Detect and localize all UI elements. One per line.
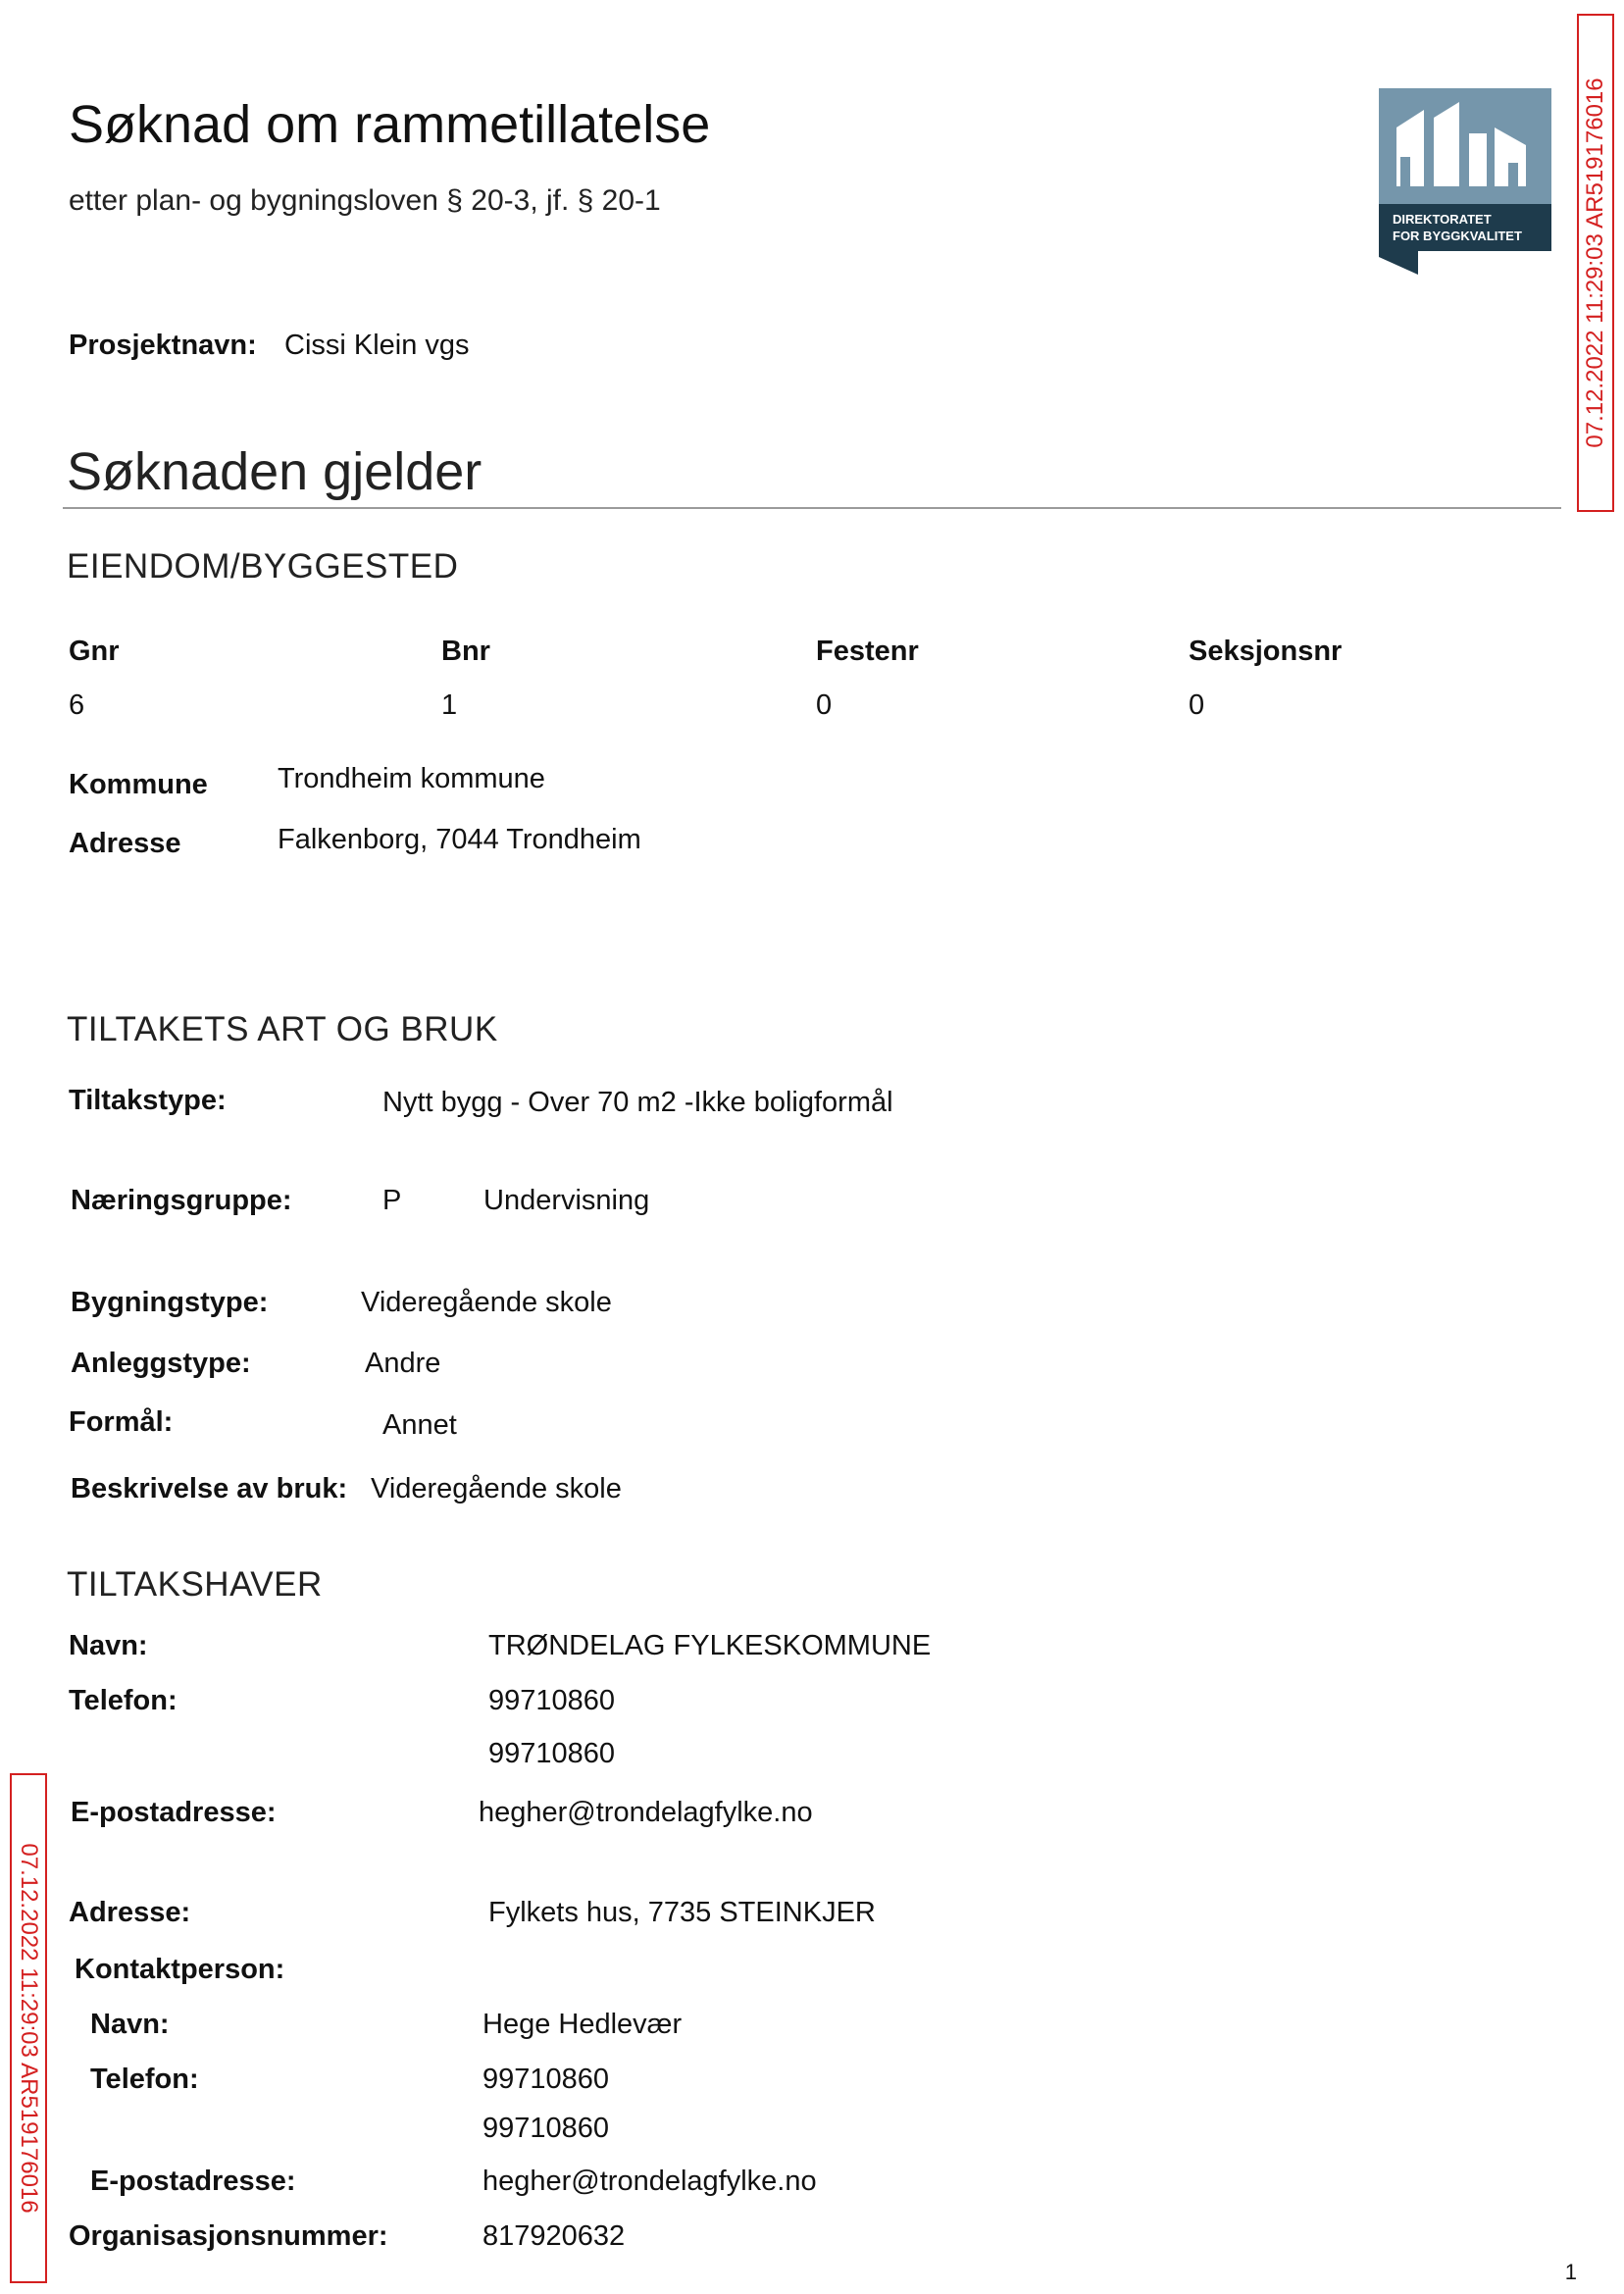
tiltakshaver-telefon-label: Telefon: [69, 1685, 178, 1716]
naering-value: Undervisning [483, 1185, 650, 1216]
kontakt-epost-value: hegher@trondelagfylke.no [482, 2166, 817, 2197]
section-tiltak: TILTAKETS ART OG BRUK [67, 1010, 498, 1048]
anleggstype-label: Anleggstype: [71, 1348, 251, 1379]
seksjonsnr-label: Seksjonsnr [1189, 636, 1343, 667]
logo-line1: DIREKTORATET [1393, 212, 1492, 227]
adresse-value: Falkenborg, 7044 Trondheim [278, 824, 641, 855]
page-title: Søknad om rammetillatelse [69, 95, 711, 154]
bnr-label: Bnr [441, 636, 490, 667]
receipt-stamp-top-text: 07.12.2022 11:29:03 AR519176016 [1582, 77, 1608, 448]
formal-label: Formål: [69, 1406, 174, 1438]
seksjonsnr-value: 0 [1189, 689, 1205, 721]
dibk-logo [1379, 88, 1551, 275]
tiltakshaver-telefon-2: 99710860 [488, 1738, 616, 1769]
beskrivelse-label: Beskrivelse av bruk: [71, 1473, 348, 1504]
anleggstype-value: Andre [365, 1348, 441, 1379]
festenr-value: 0 [816, 689, 833, 721]
tiltakstype-label: Tiltakstype: [69, 1085, 227, 1116]
project-name-value: Cissi Klein vgs [284, 330, 470, 361]
organisasjonsnummer-value: 817920632 [482, 2220, 626, 2252]
page-number: 1 [1564, 2260, 1577, 2284]
kontakt-telefon-1: 99710860 [482, 2064, 610, 2095]
adresse-label: Adresse [69, 828, 181, 859]
section-tiltakshaver: TILTAKSHAVER [67, 1565, 323, 1604]
kontakt-telefon-2: 99710860 [482, 2113, 610, 2144]
tiltakstype-value: Nytt bygg - Over 70 m2 -Ikke boligformål [382, 1087, 893, 1118]
page-subtitle: etter plan- og bygningsloven § 20-3, jf. § 20-1 [69, 184, 661, 217]
kommune-label: Kommune [69, 769, 208, 800]
formal-value: Annet [382, 1409, 457, 1441]
kontakt-navn-label: Navn: [90, 2009, 170, 2040]
receipt-stamp-top [1577, 14, 1614, 512]
heading-divider [63, 507, 1561, 509]
gnr-value: 6 [69, 689, 85, 721]
tiltakshaver-navn-value: TRØNDELAG FYLKESKOMMUNE [488, 1630, 932, 1661]
logo-line2: FOR BYGGKVALITET [1393, 229, 1522, 243]
project-name-label: Prosjektnavn: [69, 330, 257, 361]
section-eiendom: EIENDOM/BYGGESTED [67, 547, 459, 586]
receipt-stamp-left [10, 1773, 47, 2283]
tiltakshaver-epost-label: E-postadresse: [71, 1797, 277, 1828]
organisasjonsnummer-label: Organisasjonsnummer: [69, 2220, 388, 2252]
dibk-logo-icon [1379, 88, 1551, 275]
kontakt-epost-label: E-postadresse: [90, 2166, 296, 2197]
naering-code: P [382, 1185, 402, 1216]
festenr-label: Festenr [816, 636, 919, 667]
kontakt-navn-value: Hege Hedlevær [482, 2009, 683, 2040]
tiltakshaver-epost-value: hegher@trondelagfylke.no [479, 1797, 813, 1828]
kommune-value: Trondheim kommune [278, 763, 545, 794]
tiltakshaver-adresse-value: Fylkets hus, 7735 STEINKJER [488, 1897, 876, 1928]
section-heading-soknaden: Søknaden gjelder [67, 442, 482, 501]
naering-label: Næringsgruppe: [71, 1185, 292, 1216]
beskrivelse-value: Videregående skole [371, 1473, 622, 1504]
receipt-stamp-left-text: 07.12.2022 11:29:03 AR519176016 [16, 1843, 42, 2214]
tiltakshaver-telefon-1: 99710860 [488, 1685, 616, 1716]
kontakt-telefon-label: Telefon: [90, 2064, 199, 2095]
gnr-label: Gnr [69, 636, 120, 667]
kontaktperson-label: Kontaktperson: [75, 1954, 285, 1985]
bygningstype-label: Bygningstype: [71, 1287, 269, 1318]
bygningstype-value: Videregående skole [361, 1287, 612, 1318]
bnr-value: 1 [441, 689, 458, 721]
tiltakshaver-adresse-label: Adresse: [69, 1897, 191, 1928]
tiltakshaver-navn-label: Navn: [69, 1630, 148, 1661]
